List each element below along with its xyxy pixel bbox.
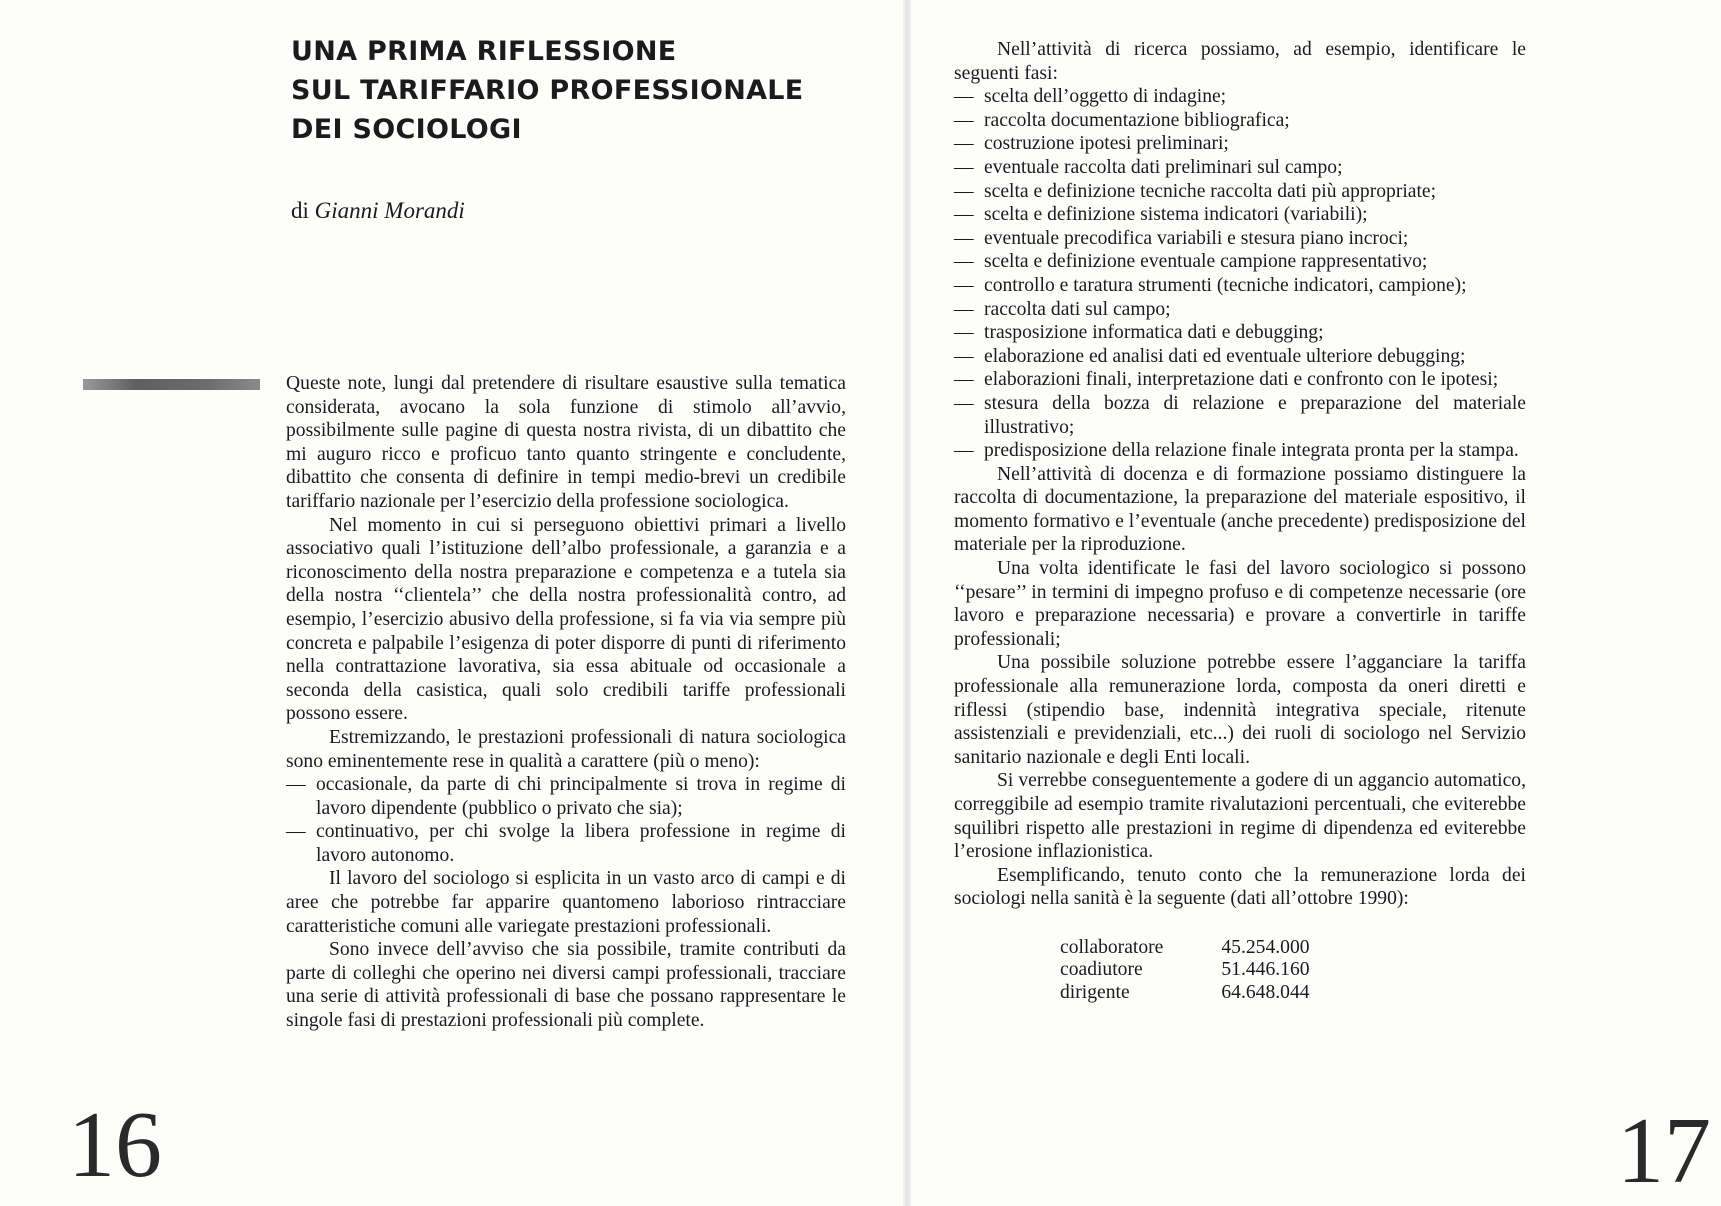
phase-item	[954, 298, 1526, 322]
salary-role: collaboratore	[1060, 936, 1164, 958]
title-line: DEI SOCIOLOGI	[291, 114, 522, 145]
phase-text: eventuale precodifica variabili e stesura piano incroci;	[984, 227, 1409, 249]
phase-item	[954, 439, 1526, 463]
paragraph: Una volta identificate le fasi del lavoro sociologico si possono ‘‘pesare’’ in termini di impegno profuso e di competenze necessarie (ore lavoro e preparazione necessaria) e provare a convertirle in tariffe professionali;	[954, 558, 1526, 650]
phase-text: controllo e taratura strumenti (tecniche indicatori, campione);	[984, 274, 1467, 296]
phase-item	[954, 274, 1526, 298]
paragraph: Esemplificando, tenuto conto che la remunerazione lorda dei sociologi nella sanità è la seguente (dati all’ottobre 1990):	[954, 864, 1526, 910]
phase-item	[954, 321, 1526, 345]
research-phases-list	[954, 85, 1526, 463]
paragraph: Sono invece dell’avviso che sia possibile, tramite contributi da parte di colleghi che operino nei diversi campi professionali, tracciare una serie di attività professionali di base che possano rappresentare le singole fasi di prestazioni professionali più complete.	[286, 939, 846, 1032]
dash-marker: —	[954, 251, 974, 273]
dash-marker: —	[286, 821, 306, 843]
phase-item	[954, 227, 1526, 251]
phase-item	[954, 156, 1526, 180]
dash-item-text: continuativo, per chi svolge la libera professione in regime di lavoro autonomo.	[316, 821, 846, 866]
phase-text: eventuale raccolta dati preliminari sul campo;	[984, 156, 1343, 178]
phase-text: stesura della bozza di relazione e preparazione del materiale illustrativo;	[984, 392, 1526, 438]
phase-text: elaborazione ed analisi dati ed eventuale ulteriore debugging;	[984, 345, 1466, 367]
dash-item-text: occasionale, da parte di chi principalmente si trova in regime di lavoro dipendente (pubblico o privato che sia);	[316, 774, 846, 819]
salary-row	[1060, 959, 1310, 982]
phase-item	[954, 250, 1526, 274]
phase-item	[954, 368, 1526, 392]
dash-marker: —	[954, 322, 974, 344]
page-number-right: 17	[1617, 1099, 1711, 1203]
phase-text: raccolta dati sul campo;	[984, 298, 1171, 320]
salary-row	[1060, 982, 1310, 1005]
salary-row	[1060, 937, 1310, 960]
phase-item	[954, 85, 1526, 109]
phase-text: scelta e definizione tecniche raccolta dati più appropriate;	[984, 180, 1437, 202]
dash-marker: —	[954, 274, 974, 296]
research-intro: Nell’attività di ricerca possiamo, ad esempio, identificare le seguenti fasi:	[954, 39, 1526, 84]
phase-text: trasposizione informatica dati e debugging;	[984, 322, 1324, 344]
dash-marker: —	[286, 774, 306, 796]
dash-marker: —	[954, 180, 974, 202]
paragraph: Si verrebbe conseguentemente a godere di un aggancio automatico, correggibile ad esempio tramite rivalutazioni percentuali, che eviterebbe squilibri rispetto alle prestazioni in regime di dipendenza ed eviterebbe l’erosione inflazionistica.	[954, 770, 1526, 863]
phase-text: costruzione ipotesi preliminari;	[984, 133, 1229, 155]
dash-list-item	[286, 820, 846, 867]
phase-item	[954, 132, 1526, 156]
title-line: SUL TARIFFARIO PROFESSIONALE	[291, 75, 804, 106]
salary-table	[1060, 937, 1310, 1005]
paragraph: Nel momento in cui si perseguono obiettivi primari a livello associativo quali l’istituzione dell’albo professionale, a garanzia e a riconoscimento della nostra preparazione e competenza e a tutela sia della nostra ‘‘clientela’’ che della nostra professionalità contro, ad esempio, l’esercizio abusivo della professione, si fa via via sempre più concreta e palpabile l’esigenza di poter disporre di punti di riferimento nella contrattazione lavorativa, sia essa abituale od occasionale a seconda della casistica, quali solo credibili tariffe professionali possono essere.	[286, 514, 846, 725]
paragraph: Nell’attività di docenza e di formazione possiamo distinguere la raccolta di documentazione, la preparazione del materiale espositivo, il momento formativo e l’eventuale (anche precedente) predisposizione del materiale per la riproduzione.	[954, 463, 1526, 556]
right-body-text	[954, 38, 1526, 1004]
paragraph: Il lavoro del sociologo si esplicita in un vasto arco di campi e di aree che potrebbe far apparire quantomeno laborioso rintracciare caratteristiche comuni alle variegate prestazioni professionali.	[286, 868, 846, 937]
left-body-text	[286, 372, 846, 1033]
dash-marker: —	[954, 392, 974, 414]
phase-text: scelta e definizione eventuale campione rappresentativo;	[984, 251, 1428, 273]
phase-item	[954, 392, 1526, 439]
dash-marker: —	[954, 298, 974, 320]
phase-text: scelta e definizione sistema indicatori (variabili);	[984, 204, 1368, 226]
author-name: Gianni Morandi	[314, 198, 465, 223]
page-number-left: 16	[68, 1093, 162, 1197]
paragraph: Una possibile soluzione potrebbe essere l’agganciare la tariffa professionale alla remunerazione lorda, composta da oneri diretti e riflessi (stipendio base, indennità integrativa speciale, ritenute assistenziali e previdenziali, etc...) dei ruoli di sociologo nel Servizio sanitario nazionale e degli Enti locali.	[954, 652, 1526, 768]
dash-marker: —	[954, 86, 974, 108]
phase-item	[954, 180, 1526, 204]
phase-text: predisposizione della relazione finale integrata pronta per la stampa.	[984, 440, 1519, 462]
dash-marker: —	[954, 204, 974, 226]
dash-marker: —	[954, 345, 974, 367]
phase-text: scelta dell’oggetto di indagine;	[984, 86, 1227, 108]
article-title	[291, 32, 804, 149]
phase-text: raccolta documentazione bibliografica;	[984, 109, 1290, 131]
salary-amount: 51.446.160	[1221, 959, 1310, 981]
paragraph: Queste note, lungi dal pretendere di risultare esaustive sulla tematica considerata, avocano la sola funzione di stimolo all’avvio, possibilmente sulle pagine di questa nostra rivista, di un dibattito che mi auguro ricco e proficuo tanto quanto stringente e concludente, dibattito che consenta di definire in tempi medio-brevi un credibile tariffario nazionale per l’esercizio della professione sociologica.	[286, 373, 846, 512]
byline-prefix: di	[291, 198, 309, 223]
dash-marker: —	[954, 369, 974, 391]
salary-role: coadiutore	[1060, 959, 1143, 981]
phase-item	[954, 203, 1526, 227]
byline	[291, 198, 465, 224]
dash-marker: —	[954, 440, 974, 462]
dash-list-item	[286, 773, 846, 820]
paragraph: Estremizzando, le prestazioni professionali di natura sociologica sono eminentemente rese in qualità a carattere (più o meno):	[286, 726, 846, 772]
salary-role: dirigente	[1060, 981, 1130, 1003]
phase-text: elaborazioni finali, interpretazione dati e confronto con le ipotesi;	[984, 369, 1499, 391]
dash-marker: —	[954, 227, 974, 249]
phase-item	[954, 109, 1526, 133]
title-line: UNA PRIMA RIFLESSIONE	[291, 36, 677, 67]
dash-marker: —	[954, 156, 974, 178]
phase-item	[954, 345, 1526, 369]
dash-marker: —	[954, 133, 974, 155]
decorative-bar	[83, 379, 260, 390]
book-gutter	[903, 0, 911, 1206]
dash-marker: —	[954, 109, 974, 131]
salary-amount: 64.648.044	[1221, 981, 1310, 1003]
salary-amount: 45.254.000	[1221, 936, 1310, 958]
